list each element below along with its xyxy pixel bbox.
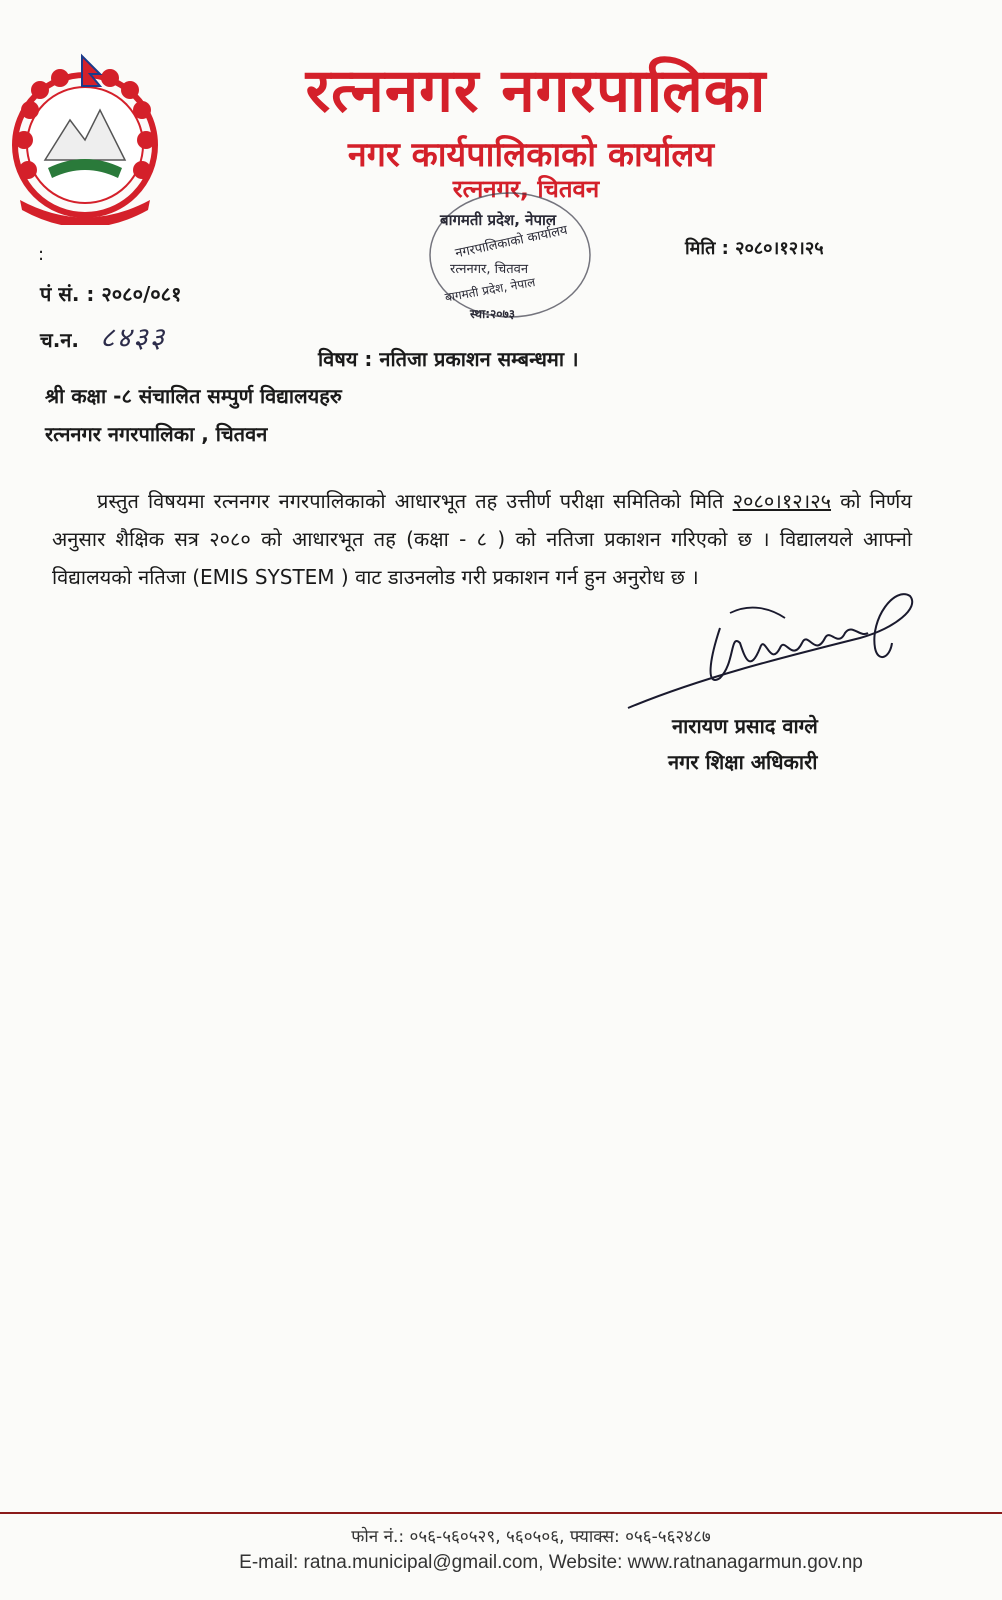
body-part-1: प्रस्तुत विषयमा रत्ननगर नगरपालिकाको आधारभूत तह उत्तीर्ण परीक्षा समितिको मिति bbox=[97, 489, 733, 513]
dispatch-number bbox=[40, 318, 166, 356]
addressee-line-1: श्री कक्षा -८ संचालित सम्पुर्ण विद्यालयहरु bbox=[45, 384, 342, 408]
letter-subject: विषय : नतिजा प्रकाशन सम्बन्धमा । bbox=[318, 347, 579, 371]
colon-mark: : bbox=[38, 244, 45, 265]
organization-title: रत्ननगर नगरपालिका bbox=[305, 56, 767, 126]
dispatch-label: च.न. bbox=[40, 328, 79, 352]
dispatch-value: ८४३३ bbox=[99, 321, 167, 354]
stamp-line-1: बागमती प्रदेश, नेपाल bbox=[440, 211, 557, 229]
office-name: नगर कार्यपालिकाको कार्यालय bbox=[347, 135, 715, 175]
office-stamp bbox=[415, 185, 615, 335]
letter-date: मिति : २०८०।१२।२५ bbox=[685, 238, 824, 259]
stamp-line-2: नगरपालिकाको कार्यालय bbox=[454, 222, 569, 262]
signer-name: नारायण प्रसाद वाग्ले bbox=[672, 714, 818, 738]
footer-divider bbox=[0, 1512, 1002, 1514]
footer-phone: फोन नं.: ०५६-५६०५२९, ५६०५०६, फ्याक्स: ०५६-५६२४८७ bbox=[351, 1527, 711, 1547]
reference-number: पं सं. : २०८०/०८१ bbox=[40, 282, 182, 306]
letter-body bbox=[52, 482, 912, 596]
stamp-line-3: रत्ननगर, चितवन bbox=[450, 262, 529, 277]
body-part-2: को निर्णय अनुसार शैक्षिक सत्र २०८० को आधारभूत तह (कक्षा - ८ ) को नतिजा प्रकाशन गरिएको छ । विद्यालयले आफ्नो विद्यालयको नतिजा (EMIS SYSTEM ) वाट डाउनलोड गरी प्रकाशन गर्न हुन अनुरोध छ । bbox=[52, 489, 912, 589]
signature-image bbox=[620, 588, 930, 713]
body-decision-date: २०८०।१२।२५ bbox=[732, 489, 832, 513]
stamp-line-5: स्था:२०७३ bbox=[470, 307, 515, 321]
addressee-line-2: रत्ननगर नगरपालिका , चितवन bbox=[45, 422, 268, 446]
signer-title: नगर शिक्षा अधिकारी bbox=[668, 750, 818, 774]
office-location: रत्ननगर, चितवन bbox=[452, 175, 600, 203]
stamp-line-4: बागमती प्रदेश, नेपाल bbox=[443, 274, 537, 305]
footer-email-website: E-mail: ratna.municipal@gmail.com, Website: www.ratnanagarmun.gov.np bbox=[239, 1552, 863, 1573]
